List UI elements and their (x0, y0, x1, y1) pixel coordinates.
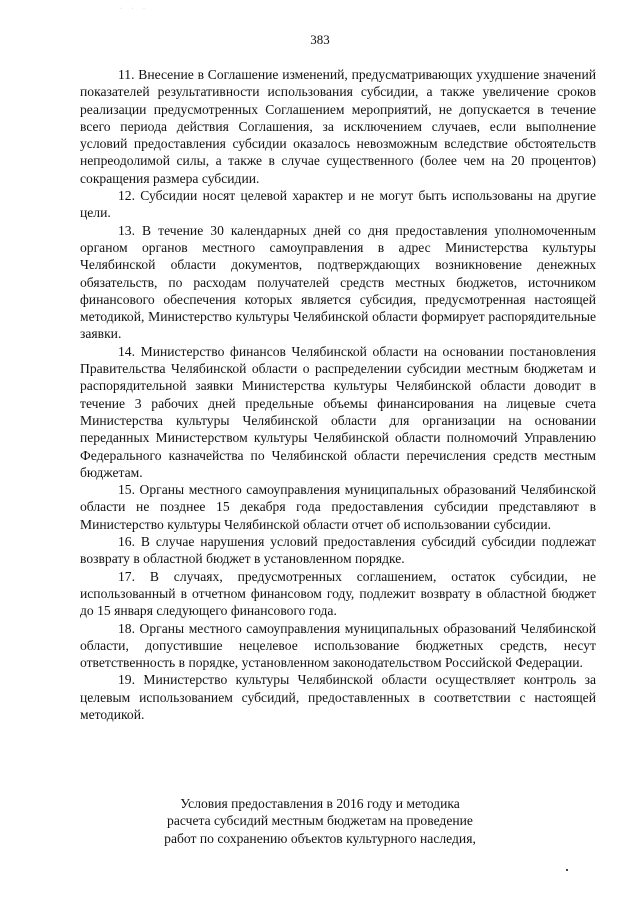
paragraph-11: 11. Внесение в Соглашение изменений, предусматривающих ухудшение значений показателей результативности использования субсидии, а также увеличение сроков реализации предусмотренных Соглашением мероприятий, не допускается в течение всего периода действия Соглашения, за исключением случаев, если выполнение условий предоставления субсидии оказалось невозможным вследствие обстоятельств непреодолимой силы, а также в случае существенного (более чем на 20 процентов) сокращения размера субсидии. (80, 67, 596, 186)
paragraph-15: 15. Органы местного самоуправления муниципальных образований Челябинской области не позднее 15 декабря года предоставления субсидии представляют в Министерство культуры Челябинской области отчет об использовании субсидии. (80, 482, 596, 532)
paragraph-12: 12. Субсидии носят целевой характер и не могут быть использованы на другие цели. (80, 188, 596, 221)
section-heading (0, 795, 640, 847)
heading-line-1: Условия предоставления в 2016 году и методика (180, 796, 460, 811)
paragraph-16: 16. В случае нарушения условий предоставления субсидий субсидии подлежат возврату в областной бюджет в установленном порядке. (80, 534, 596, 567)
paragraph-14: 14. Министерство финансов Челябинской области на основании постановления Правительства Челябинской области о распределении субсидии местным бюджетам и распорядительной заявки Министерства культуры Челябинской области доводит в течение 3 рабочих дней предельные объемы финансирования на лицевые счета Министерства культуры Челябинской области для организации на основании переданных Министерством культуры Челябинской области полномочий Управлению Федерального казначейства по Челябинской области перечисления средств местным бюджетам. (80, 343, 596, 480)
paragraph-18: 18. Органы местного самоуправления муниципальных образований Челябинской области, допустившие нецелевое использование бюджетных средств, несут ответственность в порядке, установленном законодательством Российской Федерации. (80, 620, 596, 671)
heading-line-3: работ по сохранению объектов культурного наследия, (164, 830, 476, 846)
scan-artifact: · · · (120, 6, 149, 12)
heading-line-2: расчета субсидий местным бюджетам на проведение (167, 813, 473, 829)
paragraph-13: 13. В течение 30 календарных дней со дня предоставления уполномоченным органом органов местного самоуправления в адрес Министерства культуры Челябинской области документов, подтверждающих возникновение денежных обязательств, по расходам получателей средств местных бюджетов, источником финансового обеспечения которых является субсидия, предусмотренная настоящей методикой, Министерство культуры Челябинской области формирует распорядительные заявки. (80, 222, 596, 342)
page-number: 383 (310, 32, 330, 47)
paragraph-19: 19. Министерство культуры Челябинской области осуществляет контроль за целевым использованием субсидий, предоставленных в соответствии с настоящей методикой. (80, 672, 596, 722)
paragraph-17: 17. В случаях, предусмотренных соглашением, остаток субсидии, не использованный в отчетном финансовом году, подлежит возврату в областной бюджет до 15 января следующего финансового года. (80, 568, 596, 619)
scan-artifact-dot (566, 869, 568, 871)
document-body (80, 66, 596, 723)
